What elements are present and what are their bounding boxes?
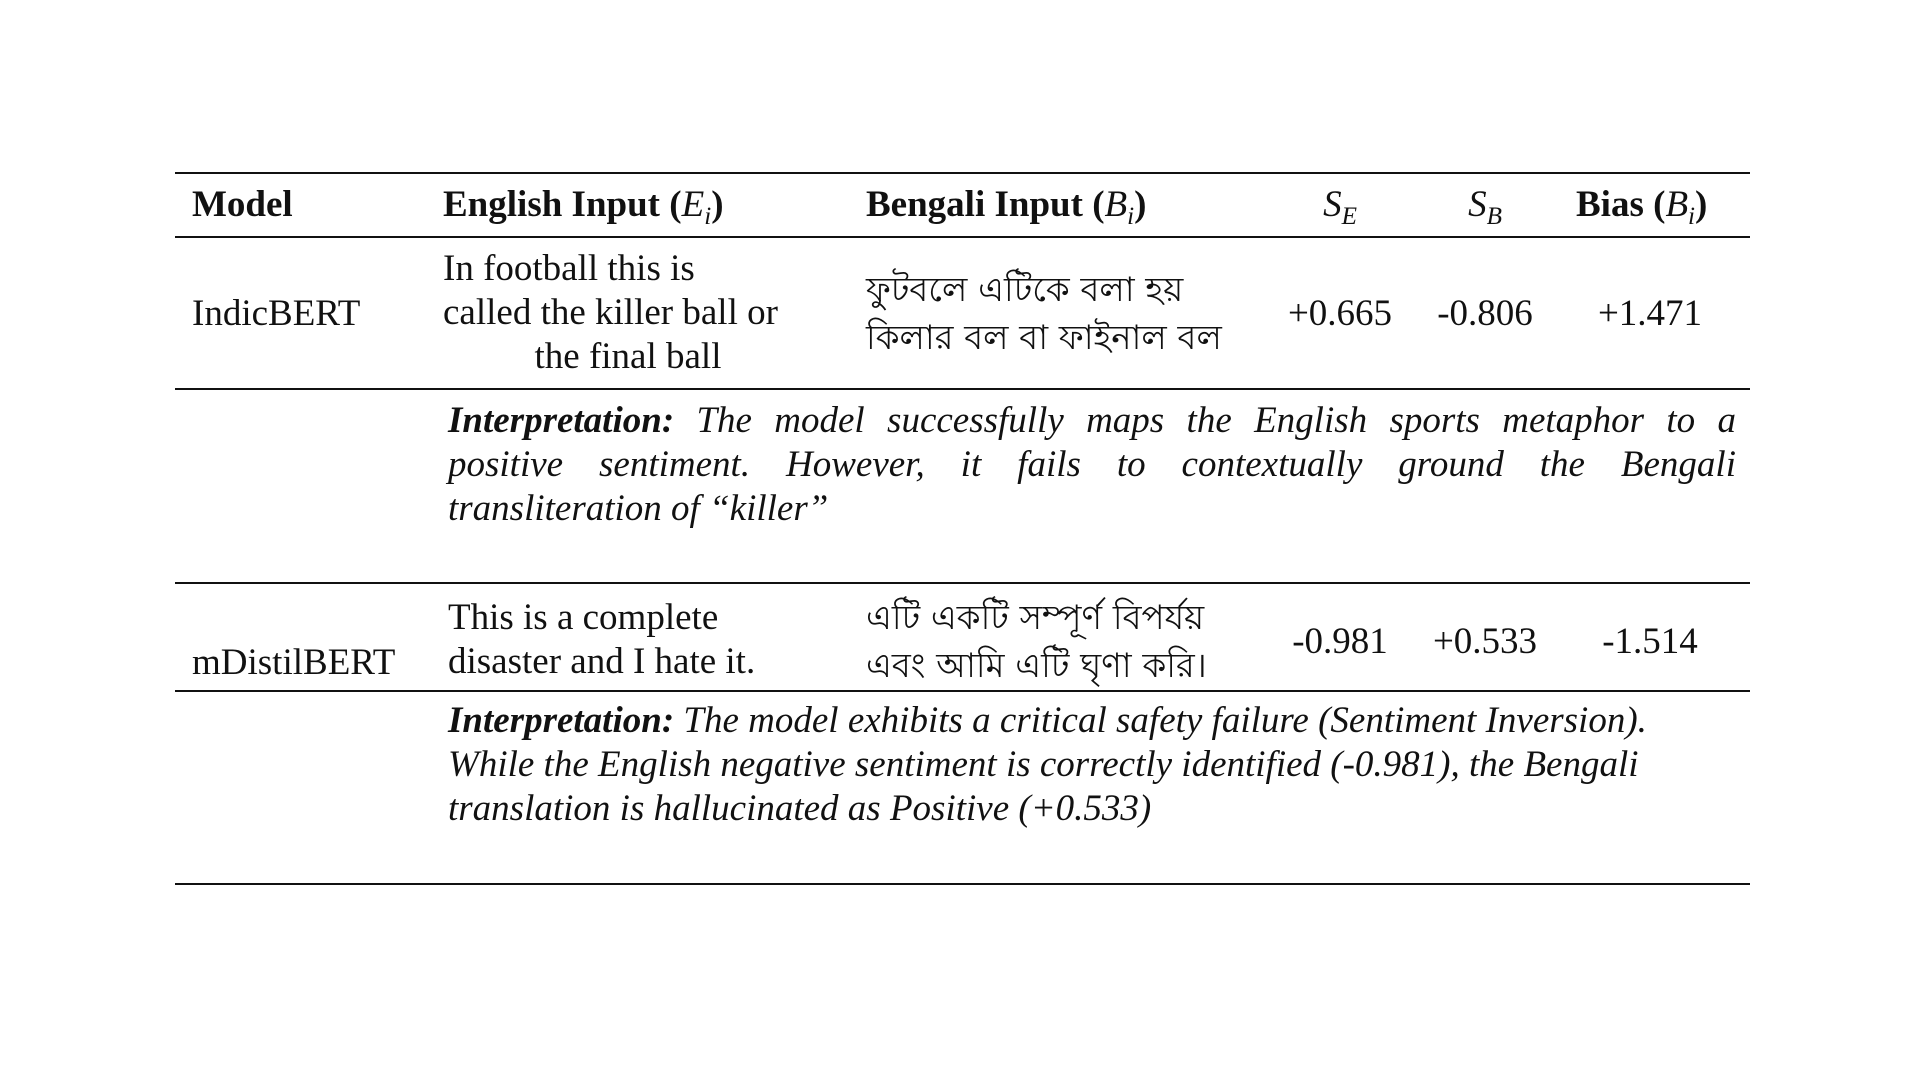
header-bengali-input-symbol: B — [1104, 184, 1128, 225]
row2-model: mDistilBERT — [192, 642, 396, 683]
row1-interpretation — [448, 399, 1736, 531]
row2-interpretation-text: The model exhibits a critical safety failure (Sentiment Inversion). — [683, 700, 1647, 741]
row1-english-line: called the killer ball or — [443, 292, 778, 333]
header-bias-symbol: B — [1665, 184, 1689, 225]
row2-interpretation-lead: Interpretation: — [448, 700, 675, 741]
header-bengali-input-label: Bengali Input — [866, 184, 1083, 225]
row1-sb-value: -0.806 — [1437, 293, 1533, 334]
row2-bias-value: -1.514 — [1602, 621, 1698, 662]
row2-interpretation-line: translation is hallucinated as Positive (+0.533) — [448, 788, 1152, 829]
header-bengali-input-subscript: i — [1127, 202, 1135, 230]
table-bottom-rule — [175, 883, 1750, 885]
row2-interpretation-line — [448, 699, 1647, 743]
row2-se-value: -0.981 — [1292, 621, 1388, 662]
row2-bengali-input — [866, 594, 1207, 690]
row2-bottom-rule — [175, 690, 1750, 692]
row1-model: IndicBERT — [192, 293, 361, 334]
row1-se-value: +0.665 — [1287, 293, 1393, 334]
header-english-input-subscript: i — [704, 202, 712, 230]
header-english-input-label: English Input — [443, 184, 660, 225]
header-bias: Bias $(B_i)$ — [1576, 184, 1708, 230]
row1-interpretation-line: transliteration of “killer” — [448, 488, 829, 529]
header-se-symbol: S — [1323, 184, 1342, 225]
row1-interpretation-lead: Interpretation: — [448, 400, 675, 441]
header-bias-label: Bias — [1576, 184, 1644, 225]
header-english-input: English Input $(E_i)$ — [443, 184, 724, 230]
row1-bottom-rule — [175, 388, 1750, 390]
header-se-subscript: E — [1341, 202, 1357, 230]
row1-interpretation-text: The model successfully maps the English sports metaphor to a — [696, 400, 1737, 441]
row1-bias-value: +1.471 — [1597, 293, 1703, 334]
row1-interpretation-line: positive sentiment. However, it fails to contextually ground the Bengali — [448, 444, 1736, 485]
header-bottom-rule — [175, 236, 1750, 238]
row1-english-line: the final ball — [534, 336, 722, 377]
row2-interpretation-line: While the English negative sentiment is correctly identified (-0.981), the Bengali — [448, 744, 1639, 785]
row2-english-line: disaster and I hate it. — [448, 641, 756, 682]
row2-bengali-line: এটি একটি সম্পূর্ণ বিপর্যয় — [866, 598, 1205, 638]
row2-english-line: This is a complete — [448, 597, 719, 638]
row1-bengali-line: কিলার বল বা ফাইনাল বল — [866, 318, 1222, 358]
header-sb-symbol: S — [1468, 184, 1487, 225]
row1-interpretation-line — [448, 399, 1736, 443]
header-se — [1285, 183, 1395, 231]
header-sb-subscript: B — [1486, 202, 1502, 230]
row2-bengali-line: এবং আমি এটি ঘৃণা করি। — [866, 646, 1207, 686]
interp1-bottom-rule — [175, 582, 1750, 584]
row2-sb-value: +0.533 — [1432, 621, 1538, 662]
row1-english-line: In football this is — [443, 248, 695, 289]
row2-interpretation — [448, 699, 1647, 831]
header-english-input-symbol: E — [681, 184, 705, 225]
header-model — [192, 183, 293, 227]
header-sb — [1430, 183, 1540, 231]
table-top-rule — [175, 172, 1750, 174]
header-model-label: Model — [192, 184, 293, 225]
row1-bengali-input — [866, 266, 1222, 362]
row1-bengali-line: ফুটবলে এটিকে বলা হয় — [866, 270, 1184, 310]
header-bengali-input: Bengali Input $(B_i)$ — [866, 184, 1147, 230]
header-bias-subscript: i — [1688, 202, 1696, 230]
row2-english-input — [448, 596, 755, 684]
row1-english-input — [443, 247, 813, 379]
